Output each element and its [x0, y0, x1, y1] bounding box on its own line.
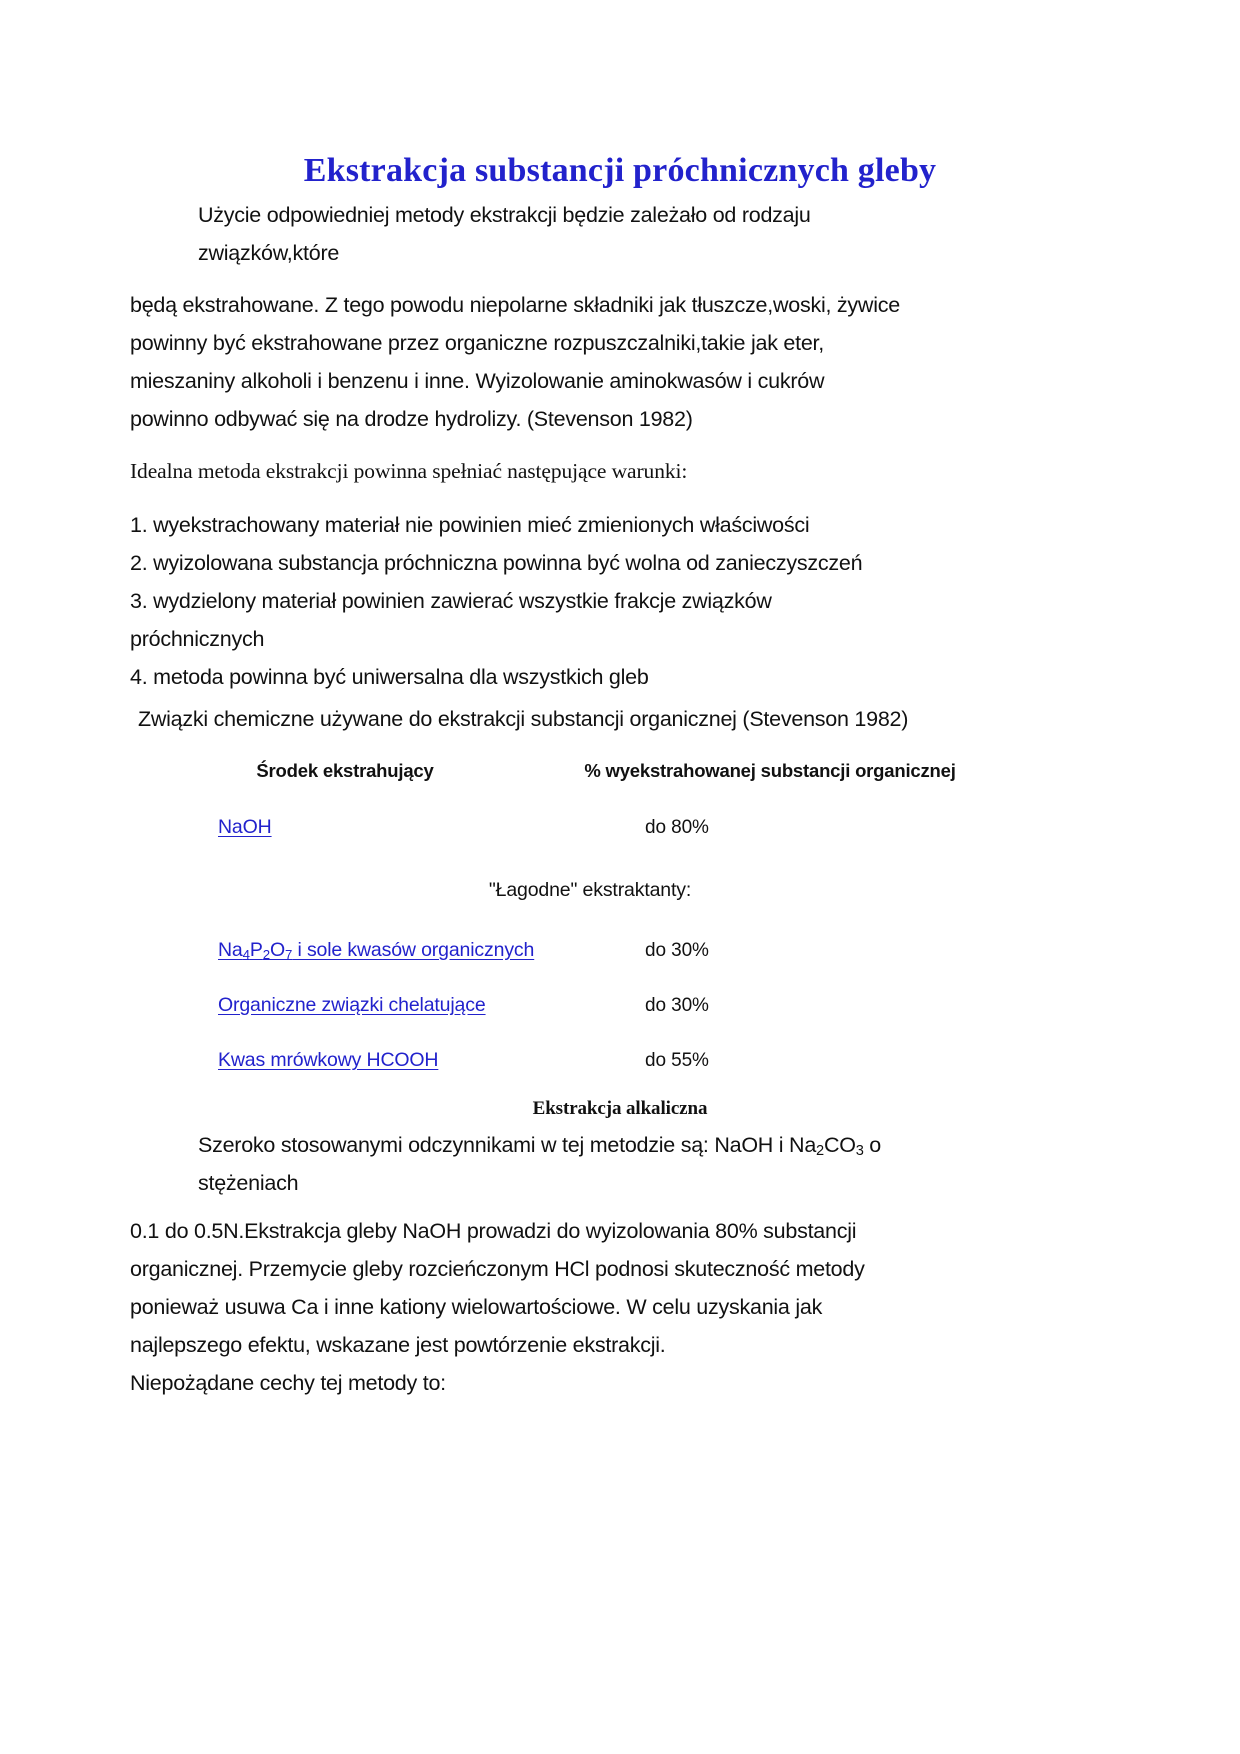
alkaline-body-line-4: najlepszego efektu, wskazane jest powtórzenie ekstrakcji. [130, 1333, 666, 1357]
agent-link-formic-acid[interactable]: Kwas mrówkowy HCOOH [218, 1049, 439, 1071]
alkaline-intro-line-1 [198, 1126, 1058, 1164]
conditions-list [130, 506, 1030, 696]
table-cell-agent [190, 1049, 645, 1072]
column-header-agent: Środek ekstrahujący [256, 760, 434, 781]
agent-link-pyrophosphate[interactable] [218, 939, 534, 961]
table-cell-agent [190, 816, 645, 839]
alkaline-intro-line-2: stężeniach [198, 1171, 299, 1195]
page-title: Ekstrakcja substancji próchnicznych gleby [303, 151, 937, 189]
table-cell-percent: do 80% [645, 817, 709, 838]
formula-subscript: 2 [816, 1143, 824, 1160]
table-row [190, 1049, 1070, 1072]
table-header-row [190, 760, 1070, 782]
formula-suffix: i sole kwasów organicznych [292, 939, 535, 961]
ideal-method-heading: Idealna metoda ekstrakcji powinna spełniać następujące warunki: [130, 459, 688, 483]
body-line-3: mieszaniny alkoholi i benzenu i inne. Wyizolowanie aminokwasów i cukrów [130, 369, 825, 393]
extraction-agents-table [190, 760, 1070, 1104]
formula-part: O [269, 939, 285, 961]
table-row [190, 816, 1070, 839]
alkaline-intro-paragraph [198, 1126, 1058, 1202]
alkaline-body-line-2: organicznej. Przemycie gleby rozcieńczonym HCl podnosi skuteczność metody [130, 1257, 865, 1281]
formula-part: Na [218, 939, 243, 961]
intro-line-2: związków,które [198, 241, 340, 265]
table-cell-percent: do 55% [645, 1050, 709, 1071]
list-item: 2. wyizolowana substancja próchniczna powinna być wolna od zanieczyszczeń [130, 551, 863, 575]
table-cell-percent: do 30% [645, 995, 709, 1016]
formula-subscript: 2 [262, 946, 270, 962]
body-line-1: będą ekstrahowane. Z tego powodu niepolarne składniki jak tłuszcze,woski, żywice [130, 293, 900, 317]
alkaline-body-line-1: 0.1 do 0.5N.Ekstrakcja gleby NaOH prowadzi do wyizolowania 80% substancji [130, 1219, 857, 1243]
table-cell-agent [190, 994, 645, 1017]
body-line-4: powinno odbywać się na drodze hydrolizy. (Stevenson 1982) [130, 407, 693, 431]
intro-paragraph [198, 196, 958, 272]
table-cell-agent [190, 939, 645, 962]
text-part: Szeroko stosowanymi odczynnikami w tej metodzie są: NaOH i Na [198, 1133, 817, 1157]
column-header-percent: % wyekstrahowanej substancji organicznej [584, 760, 956, 781]
alkaline-extraction-heading: Ekstrakcja alkaliczna [532, 1098, 708, 1119]
list-item: 4. metoda powinna być uniwersalna dla wszystkich gleb [130, 665, 649, 689]
list-item: 3. wydzielony materiał powinien zawierać wszystkie frakcje związków [130, 589, 772, 613]
alkaline-body-line-3: ponieważ usuwa Ca i inne kationy wielowartościowe. W celu uzyskania jak [130, 1295, 823, 1319]
list-item: 1. wyekstrachowany materiał nie powinien mieć zmienionych właściwości [130, 513, 810, 537]
text-part: o [863, 1133, 882, 1157]
list-item-continuation: próchnicznych [130, 627, 265, 651]
agent-link-chelating[interactable]: Organiczne związki chelatujące [218, 994, 486, 1016]
table-row [190, 939, 1070, 962]
formula-subscript: 3 [855, 1143, 864, 1160]
formula-part: P [249, 939, 263, 961]
intro-line-1: Użycie odpowiedniej metody ekstrakcji będzie zależało od rodzaju [198, 203, 811, 227]
formula-subscript: 4 [242, 946, 250, 962]
table-intro: Związki chemiczne używane do ekstrakcji substancji organicznej (Stevenson 1982) [138, 707, 909, 731]
alkaline-body-paragraph [130, 1212, 1040, 1402]
body-paragraph [130, 286, 1010, 438]
text-part: CO [823, 1133, 856, 1157]
formula-subscript: 7 [285, 946, 293, 962]
table-group-note: "Łagodne" ekstraktanty: [488, 879, 692, 901]
table-row [190, 994, 1070, 1017]
alkaline-body-line-5: Niepożądane cechy tej metody to: [130, 1371, 446, 1395]
table-cell-percent: do 30% [645, 940, 709, 961]
body-line-2: powinny być ekstrahowane przez organiczne rozpuszczalniki,takie jak eter, [130, 331, 825, 355]
agent-link-naoh[interactable]: NaOH [218, 816, 272, 838]
